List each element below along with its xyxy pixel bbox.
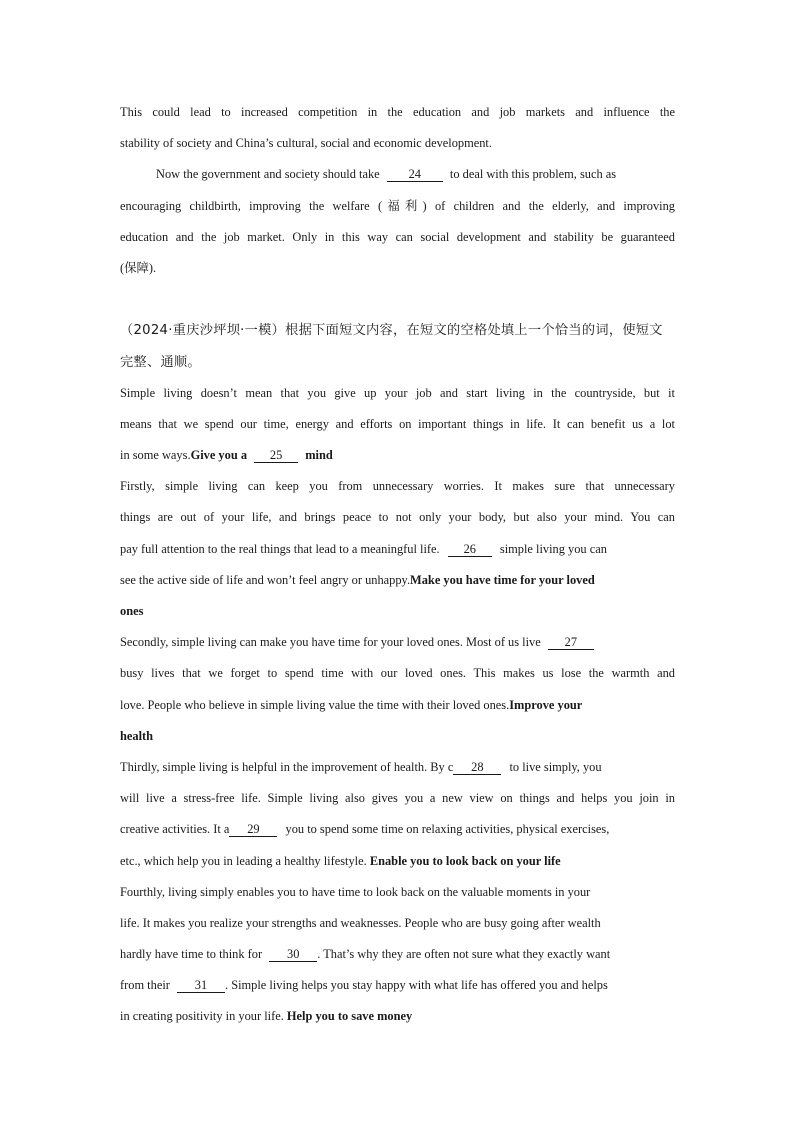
text-line [120, 565, 675, 596]
text-line [120, 814, 675, 845]
section-heading: health [120, 728, 154, 743]
text-line: means that we spend our time, energy and efforts on important things in life. It can benefit us a lot [120, 416, 675, 431]
text-line [120, 1001, 675, 1032]
text-fragment: in some ways. [120, 448, 191, 463]
text-line [120, 534, 675, 565]
text-fragment: etc., which help you in leading a healthy lifestyle. [120, 853, 367, 868]
blank-27[interactable]: 27 [548, 635, 594, 650]
text-line: stability of society and China’s cultural, social and economic development. [120, 136, 492, 151]
spacer [120, 284, 675, 315]
blank-24[interactable]: 24 [387, 167, 443, 182]
blank-30[interactable]: 30 [269, 947, 317, 962]
text-line: (保障). [120, 260, 157, 275]
text-fragment: Thirdly, simple living is helpful in the improvement of health. By c [120, 759, 454, 774]
text-line: Fourthly, living simply enables you to have time to look back on the valuable moments in your [120, 884, 591, 899]
section-heading: mind [305, 448, 333, 463]
blank-25[interactable]: 25 [254, 448, 298, 463]
text-line [120, 721, 675, 752]
text-line [120, 846, 675, 877]
text-line: This could lead to increased competition in the education and job markets and influence the [120, 105, 675, 119]
blank-26[interactable]: 26 [448, 542, 492, 557]
text-fragment: hardly have time to think for [120, 947, 263, 962]
text-fragment: love. People who believe in simple living value the time with their loved ones. [120, 697, 510, 712]
text-fragment: simple living you can [499, 541, 607, 556]
blank-28[interactable]: 28 [453, 760, 501, 775]
task-instruction: （2024·重庆沙坪坝·一模）根据下面短文内容，在短文的空格处填上一个恰当的词，使短文 [120, 323, 663, 339]
text-line: Firstly, simple living can keep you from unnecessary worries. It makes sure that unnecessary [120, 479, 675, 494]
text-fragment: from their [120, 978, 170, 993]
text-fragment: see the active side of life and won’t feel angry or unhappy. [120, 572, 411, 587]
text-line: things are out of your life, and brings peace to not only your body, but also your mind. You can [120, 510, 675, 525]
text-line [120, 690, 675, 721]
text-fragment: Secondly, simple living can make you have time for your loved ones. Most of us live [120, 635, 541, 650]
section-heading: Improve your [509, 697, 583, 712]
text-line [120, 159, 675, 190]
section-heading: Make you have time for your loved [410, 572, 595, 587]
text-line [120, 752, 675, 783]
text-line: life. It makes you realize your strengths and weaknesses. People who are busy going after wealth [120, 915, 601, 930]
text-fragment: Now the government and society should take [156, 167, 380, 182]
text-fragment: creative activities. It a [120, 822, 230, 837]
text-fragment: . Simple living helps you stay happy with what life has offered you and helps [225, 978, 608, 993]
text-line [120, 596, 675, 627]
text-line [120, 939, 675, 970]
text-fragment: pay full attention to the real things that lead to a meaningful life. [120, 541, 440, 556]
text-line [120, 627, 675, 658]
section-heading: Enable you to look back on your life [369, 853, 561, 868]
text-fragment: to live simply, you [509, 759, 602, 774]
text-fragment: you to spend some time on relaxing activities, physical exercises, [285, 822, 610, 837]
text-fragment: in creating positivity in your life. [120, 1009, 284, 1024]
text-line: encouraging childbirth, improving the welfare (福利) of children and the elderly, and improving [120, 198, 675, 213]
section-heading: ones [120, 604, 144, 618]
text-fragment: . That’s why they are often not sure what they exactly want [317, 947, 611, 962]
blank-29[interactable]: 29 [229, 822, 277, 837]
task-instruction: 完整、通顺。 [120, 354, 201, 370]
section-heading: Help you to save money [286, 1009, 413, 1024]
text-line [120, 440, 675, 471]
text-line: Simple living doesn’t mean that you give up your job and start living in the countryside, but it [120, 385, 675, 400]
blank-31[interactable]: 31 [177, 978, 225, 993]
document-page [120, 97, 675, 1033]
text-fragment: to deal with this problem, such as [449, 167, 617, 182]
section-heading: Give you a [190, 448, 248, 463]
text-line: busy lives that we forget to spend time with our loved ones. This makes us lose the warmth and [120, 666, 675, 681]
text-line: will live a stress-free life. Simple living also gives you a new view on things and helps you join in [120, 791, 675, 806]
text-line [120, 970, 675, 1001]
text-line: education and the job market. Only in this way can social development and stability be guaranteed [120, 229, 675, 244]
